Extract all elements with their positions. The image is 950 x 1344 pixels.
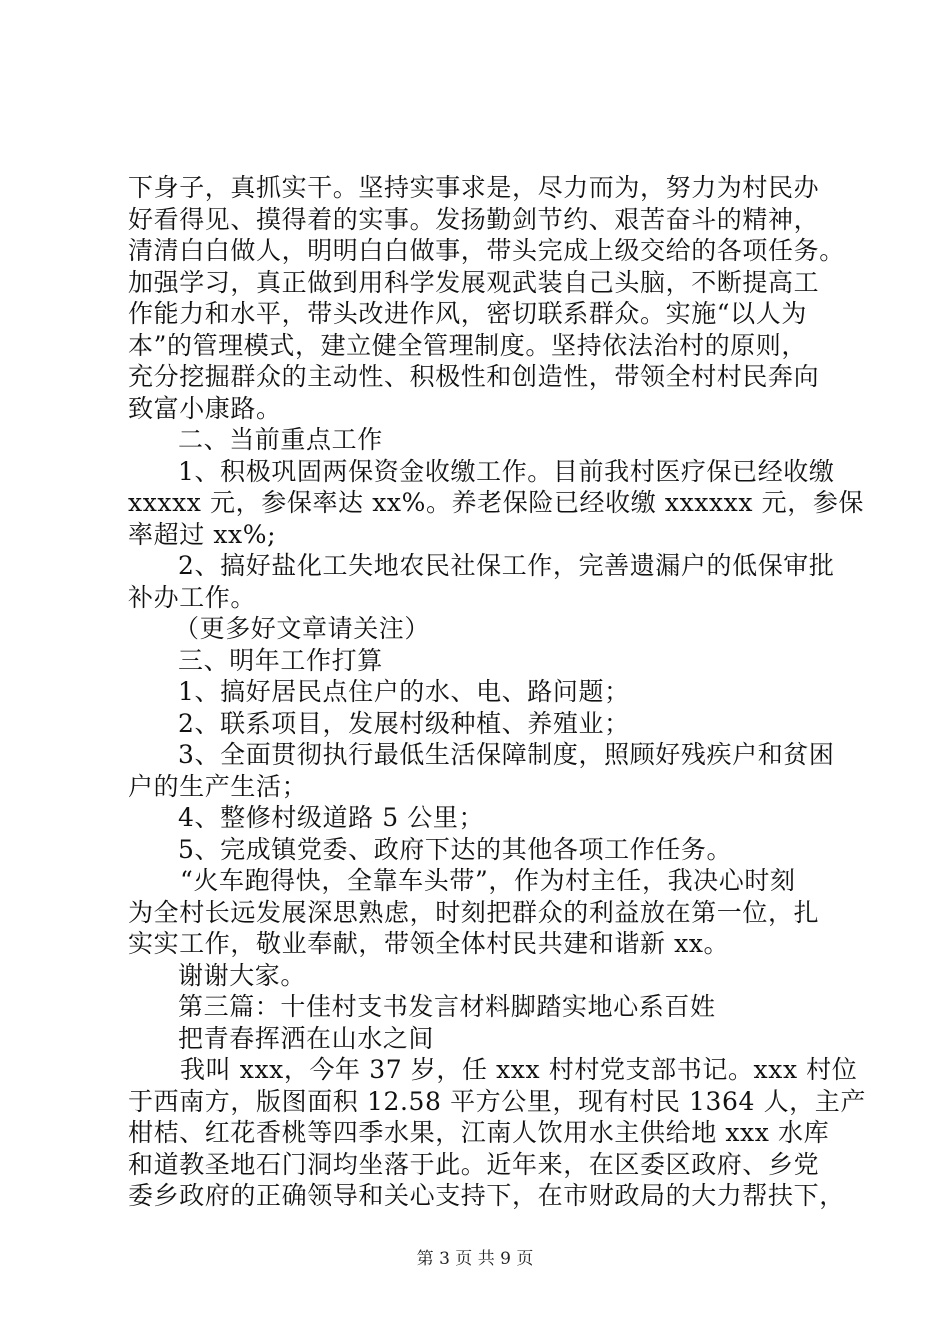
text-line: 1、积极巩固两保资金收缴工作。目前我村医疗保已经收缴 — [178, 456, 835, 486]
text-line: 于西南方，版图面积 12.58 平方公里，现有村民 1364 人，主产 — [128, 1086, 866, 1116]
text-line: 率超过 xx%; — [128, 519, 277, 549]
text-line: 我叫 xxx，今年 37 岁，任 xxx 村村党支部书记。xxx 村位 — [180, 1055, 858, 1084]
text-line: 好看得见、摸得着的实事。发扬勤剑节约、艰苦奋斗的精神， — [128, 204, 820, 234]
document-body — [128, 172, 866, 1212]
page-footer: 第 3 页 共 9 页 — [416, 1249, 534, 1269]
text-line: 5、完成镇党委、政府下达的其他各项工作任务。 — [178, 834, 733, 864]
text-line: 柑桔、红花香桃等四季水果，江南人饮用水主供给地 xxx 水库 — [128, 1118, 830, 1147]
text-line: 充分挖掘群众的主动性、积极性和创造性，带领全村村民奔向 — [128, 362, 820, 391]
text-line: 2、搞好盐化工失地农民社保工作，完善遗漏户的低保审批 — [178, 551, 835, 580]
text-line: 和道教圣地石门洞均坐落于此。近年来，在区委区政府、乡党 — [128, 1149, 820, 1179]
text-line: 本”的管理模式，建立健全管理制度。坚持依法治村的原则， — [128, 330, 807, 360]
text-line: 第三篇：十佳村支书发言材料脚踏实地心系百姓 — [178, 992, 716, 1021]
text-line: 为全村长远发展深思熟虑，时刻把群众的利益放在第一位，扎 — [128, 897, 820, 927]
text-line: 委乡政府的正确领导和关心支持下，在市财政局的大力帮扶下， — [128, 1181, 845, 1210]
text-line: xxxxx 元，参保率达 xx%。养老保险已经收缴 xxxxxx 元，参保 — [128, 488, 865, 517]
text-line: 下身子，真抓实干。坚持实事求是，尽力而为，努力为村民办 — [128, 173, 820, 202]
text-line: 实实工作，敬业奉献，带领全体村民共建和谐新 xx。 — [128, 929, 730, 958]
text-line: 谢谢大家。 — [178, 960, 307, 990]
text-line: “火车跑得快，全靠车头带”，作为村主任，我决心时刻 — [180, 866, 796, 895]
text-line: 二、当前重点工作 — [178, 425, 383, 454]
text-line: 三、明年工作打算 — [178, 645, 383, 675]
text-line: 致富小康路。 — [128, 393, 282, 423]
text-line: 把青春挥洒在山水之间 — [178, 1023, 435, 1053]
text-line: 补办工作。 — [128, 582, 257, 612]
text-line: 1、搞好居民点住户的水、电、路问题； — [178, 677, 630, 706]
text-line: 清清白白做人，明明白白做事，带头完成上级交给的各项任务。 — [128, 236, 845, 265]
text-line: 2、联系项目，发展村级种植、养殖业； — [178, 708, 630, 738]
text-line: 加强学习，真正做到用科学发展观武装自己头脑，不断提高工 — [128, 267, 820, 297]
text-line: 3、全面贯彻执行最低生活保障制度，照顾好残疾户和贫困 — [178, 740, 835, 769]
text-line: （更多好文章请关注） — [174, 614, 431, 643]
text-line: 作能力和水平，带头改进作风，密切联系群众。实施“以人为 — [128, 299, 807, 328]
text-line: 4、整修村级道路 5 公里； — [178, 803, 485, 832]
text-line: 户的生产生活； — [128, 771, 308, 801]
